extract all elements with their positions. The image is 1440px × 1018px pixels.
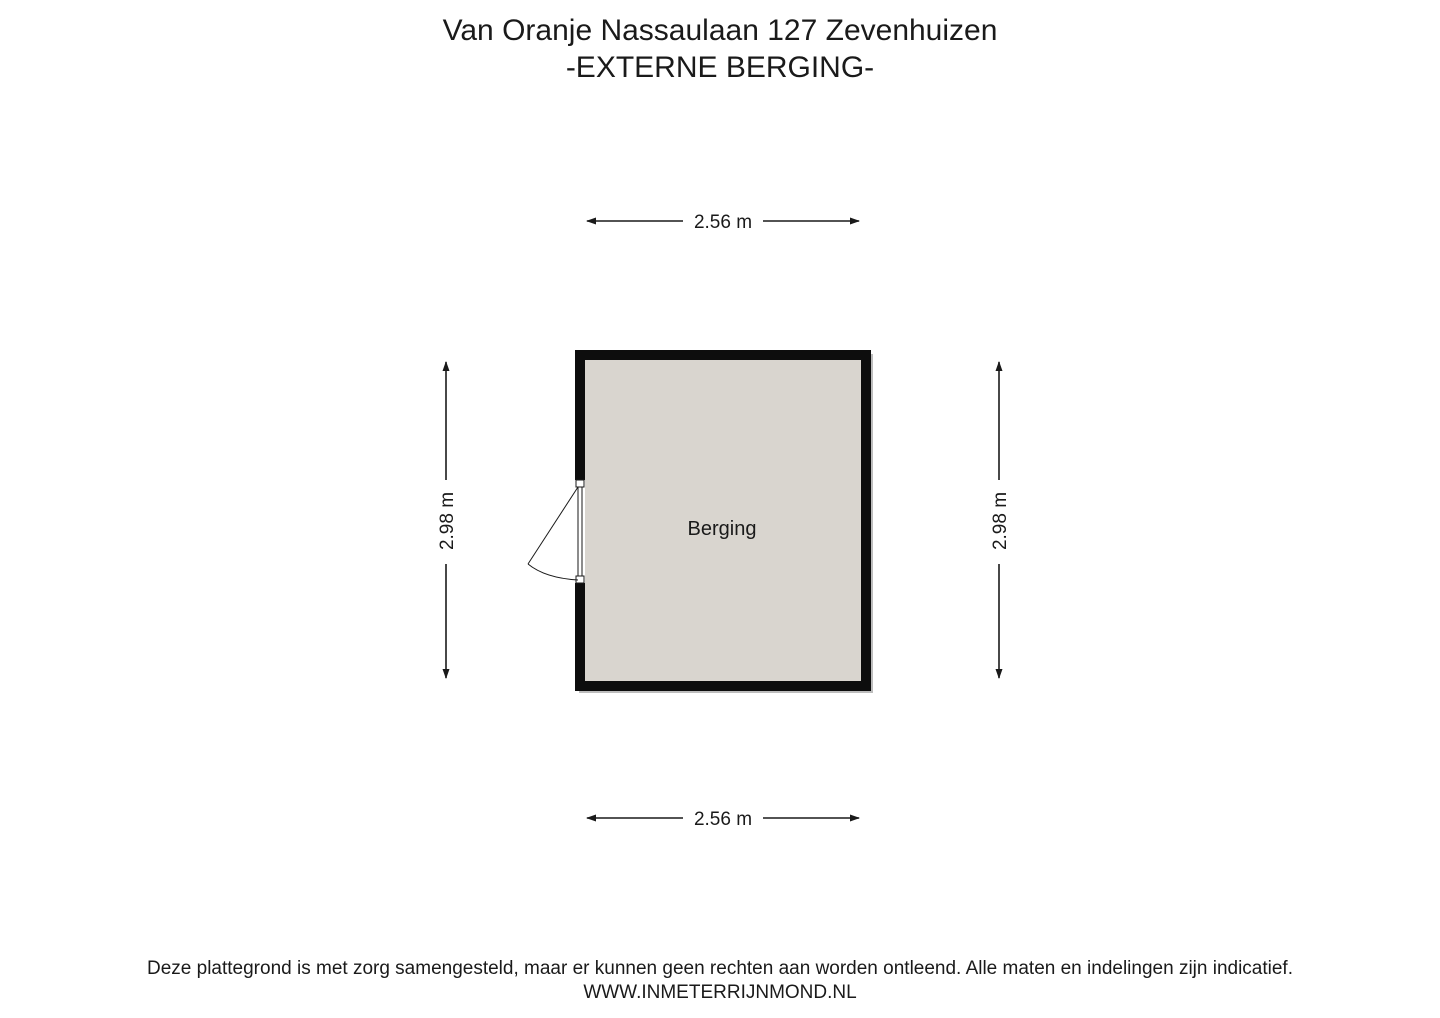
dimension-left-label: 2.98 m <box>437 491 458 551</box>
plan-address-title: Van Oranje Nassaulaan 127 Zevenhuizen <box>442 14 998 47</box>
room-label: Berging <box>687 518 757 540</box>
dimension-right <box>990 362 1011 678</box>
dimension-right-label: 2.98 m <box>990 491 1011 551</box>
wall-shadow <box>871 354 873 693</box>
website-link[interactable]: WWW.INMETERRIJNMOND.NL <box>583 982 857 1003</box>
door-swing-arc <box>528 564 578 580</box>
disclaimer-text: Deze plattegrond is met zorg samengesteld, maar er kunnen geen rechten aan worden ontleend. Alle maten en indelingen zijn indicatief. <box>147 958 1293 979</box>
door <box>528 480 584 583</box>
dimension-bottom-label: 2.56 m <box>693 809 753 830</box>
dimension-left <box>437 362 458 678</box>
dimension-top <box>587 212 859 233</box>
dimension-bottom <box>587 809 859 830</box>
plan-floor-title: -EXTERNE BERGING- <box>565 51 875 84</box>
wall-shadow-bottom <box>579 691 873 693</box>
dimension-top-label: 2.56 m <box>693 212 753 233</box>
room-berging <box>528 350 873 693</box>
door-leaf <box>528 487 578 564</box>
